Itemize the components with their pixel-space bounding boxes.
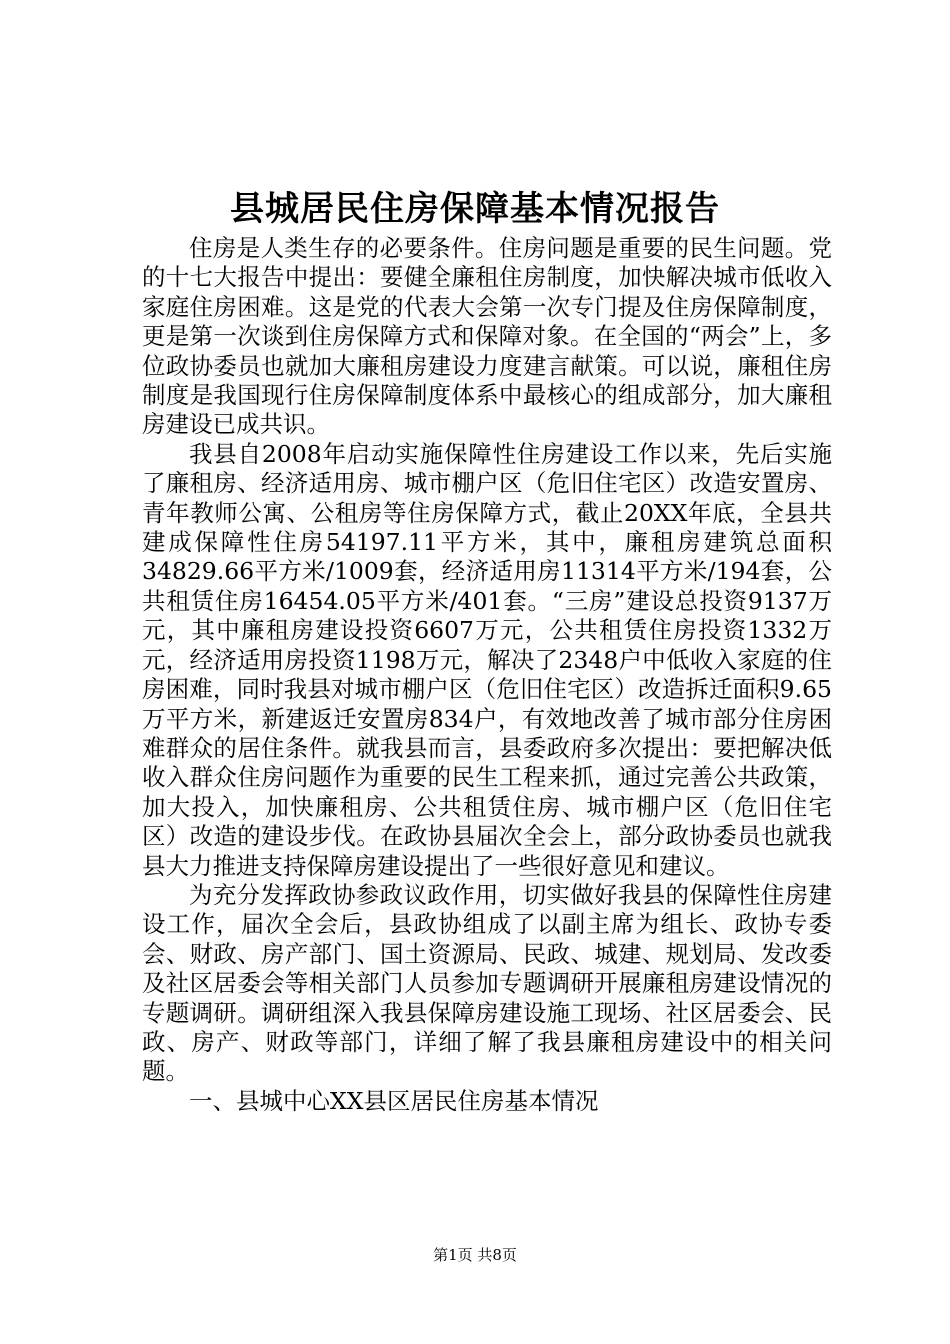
document-title: 县城居民住房保障基本情况报告: [230, 189, 720, 229]
paragraph-intro: 住房是人类生存的必要条件。住房问题是重要的民生问题。党的十七大报告中提出：要健全廉租住房制度，加快解决城市低收入家庭住房困难。这是党的代表大会第一次专门提及住房保障制度，更是第一次谈到住房保障方式和保障对象。在全国的“两会”上，多位政协委员也就加大廉租房建设力度建言献策。可以说，廉租住房制度是我国现行住房保障制度体系中最核心的组成部分，加大廉租房建设已成共识。: [142, 234, 832, 439]
page-footer: 第1页 共8页: [433, 1246, 517, 1264]
paragraph-county-progress: 我县自2008年启动实施保障性住房建设工作以来，先后实施了廉租房、经济适用房、城市棚户区（危旧住宅区）改造安置房、青年教师公寓、公租房等住房保障方式，截止20XX年底，全县共建成保障性住房54197.11平方米，其中，廉租房建筑总面积34829.66平方米/1009套，经济适用房11314平方米/194套，公共租赁住房16454.05平方米/401套。“三房”建设总投资9137万元，其中廉租房建设投资6607万元，公共租赁住房投资1332万元，经济适用房投资1198万元，解决了2348户中低收入家庭的住房困难，同时我县对城市棚户区（危旧住宅区）改造拆迁面积9.65万平方米，新建返迁安置房834户，有效地改善了城市部分住房困难群众的居住条件。就我县而言，县委政府多次提出：要把解决低收入群众住房问题作为重要的民生工程来抓，通过完善公共政策，加大投入，加快廉租房、公共租赁住房、城市棚户区（危旧住宅区）改造的建设步伐。在政协县届次全会上，部分政协委员也就我县大力推进支持保障房建设提出了一些很好意见和建议。: [142, 439, 832, 880]
paragraph-survey: 为充分发挥政协参政议政作用，切实做好我县的保障性住房建设工作，届次全会后，县政协组成了以副主席为组长、政协专委会、财政、房产部门、国土资源局、民政、城建、规划局、发改委及社区居委会等相关部门人员参加专题调研开展廉租房建设情况的专题调研。调研组深入我县保障房建设施工现场、社区居委会、民政、房产、财政等部门，详细了解了我县廉租房建设中的相关问题。: [142, 880, 832, 1086]
section-heading-1: 一、县城中心XX县区居民住房基本情况: [189, 1086, 599, 1115]
document-body: [142, 234, 832, 1116]
